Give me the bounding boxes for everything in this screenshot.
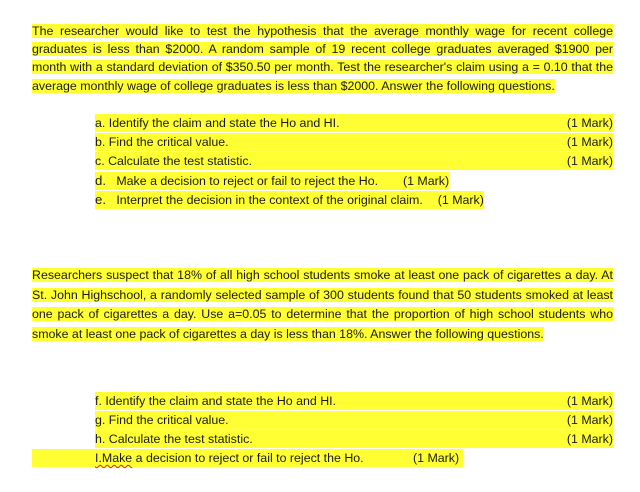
question-f-text: f. Identify the claim and state the Ho and HI. [95,394,337,408]
question-c [95,152,613,170]
question-i-underlined-word: Make [101,451,133,465]
question-i-mark: (1 Mark) [413,451,460,465]
question-e [95,191,484,209]
question-g-text: g. Find the critical value. [95,413,229,427]
question-e-mark: (1 Mark) [437,193,484,207]
question-a [95,114,613,132]
problem2-paragraph [32,266,613,344]
question-h-text: h. Calculate the test statistic. [95,432,253,446]
problem1-text: The researcher would like to test the hypothesis that the average monthly wage for recent college graduates is less than $2000. A random sample of 19 recent college graduates averaged $1900 per month with a standard deviation of $350.50 per month. Test the researcher's claim using a = 0.10 that the average monthly wage of college graduates is less than $2000. Answer the following questions. [32,24,613,93]
question-h [95,430,613,448]
question-d-letter: d. [95,173,106,188]
question-e-text: Interpret the decision in the context of the original claim. [116,193,423,207]
question-h-mark: (1 Mark) [566,432,613,446]
question-f-mark: (1 Mark) [566,394,613,408]
problem2-text: Researchers suspect that 18% of all high school students smoke at least one pack of cigarettes a day. At St. John Highschool, a randomly selected sample of 300 students found that 50 students smoked at least one pack of cigarettes a day. Use a=0.05 to determine that the proportion of high school students who smoke at least one pack of cigarettes a day is less than 18%. Answer the following questions. [32,268,613,341]
question-g [95,411,613,429]
question-i-text: a decision to reject or fail to reject the Ho. [132,451,364,465]
question-c-mark: (1 Mark) [566,154,613,168]
question-i [32,449,463,467]
question-f [95,392,613,410]
question-i-prefix: I. [95,451,102,465]
question-b-mark: (1 Mark) [566,135,613,149]
question-d [95,172,449,190]
question-b [95,133,613,151]
question-d-text: Make a decision to reject or fail to reject the Ho. [116,174,379,188]
question-a-mark: (1 Mark) [566,116,613,130]
question-e-letter: e. [95,192,106,207]
question-d-mark: (1 Mark) [402,174,450,188]
problem1-paragraph [32,22,613,95]
question-a-text: a. Identify the claim and state the Ho and HI. [95,116,340,130]
question-g-mark: (1 Mark) [566,413,613,427]
question-b-text: b. Find the critical value. [95,135,229,149]
question-c-text: c. Calculate the test statistic. [95,154,253,168]
